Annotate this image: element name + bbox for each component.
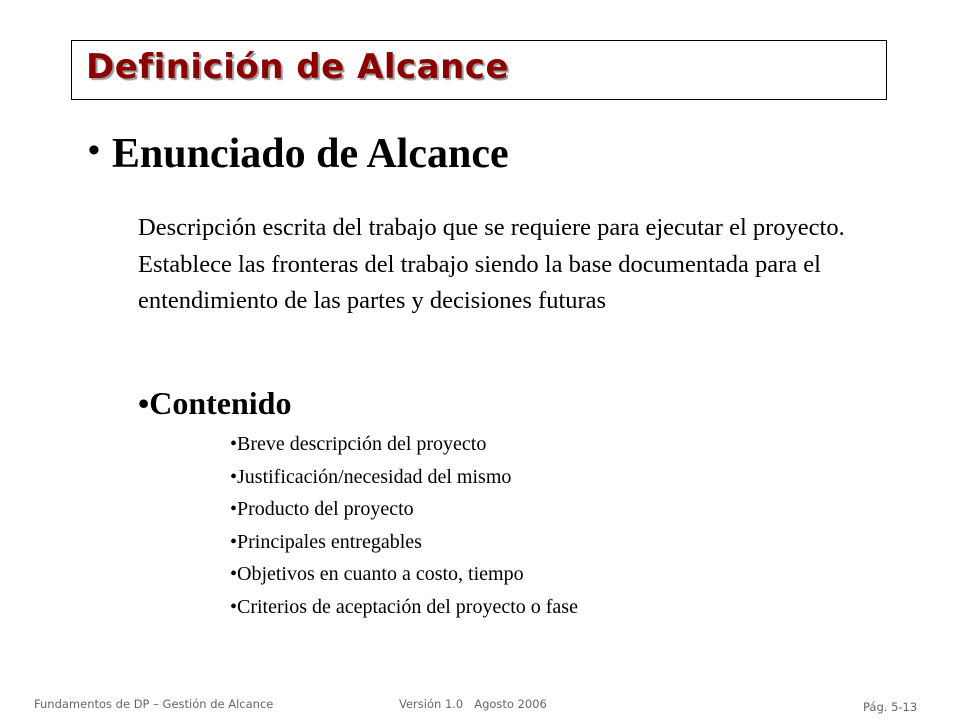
heading-bullet: • [88, 132, 100, 169]
heading-text: Enunciado de Alcance [111, 131, 509, 177]
contenido-heading: •Contenido [138, 385, 292, 421]
list-item: •Criterios de aceptación del proyecto o fase [230, 595, 578, 618]
slide-title: Definición de Alcance [86, 47, 510, 87]
list-item: •Principales entregables [230, 530, 422, 553]
description-paragraph: Descripción escrita del trabajo que se requiere para ejecutar el proyecto. Establece las fronteras del trabajo siendo la base documentada para el entendimiento de las partes y decisiones futuras [138, 214, 845, 314]
contenido-list [230, 428, 578, 623]
main-heading [88, 130, 509, 178]
list-item: •Justificación/necesidad del mismo [230, 465, 512, 488]
title-box [71, 40, 887, 100]
list-item: •Producto del proyecto [230, 498, 414, 520]
footer-version: Versión 1.0 Agosto 2006 [399, 697, 547, 711]
list-item: •Breve descripción del proyecto [230, 433, 487, 455]
footer-page-number: Pág. 5-13 [863, 700, 918, 714]
footer-course: Fundamentos de DP – Gestión de Alcance [34, 697, 274, 711]
list-item: •Objetivos en cuanto a costo, tiempo [230, 563, 524, 585]
